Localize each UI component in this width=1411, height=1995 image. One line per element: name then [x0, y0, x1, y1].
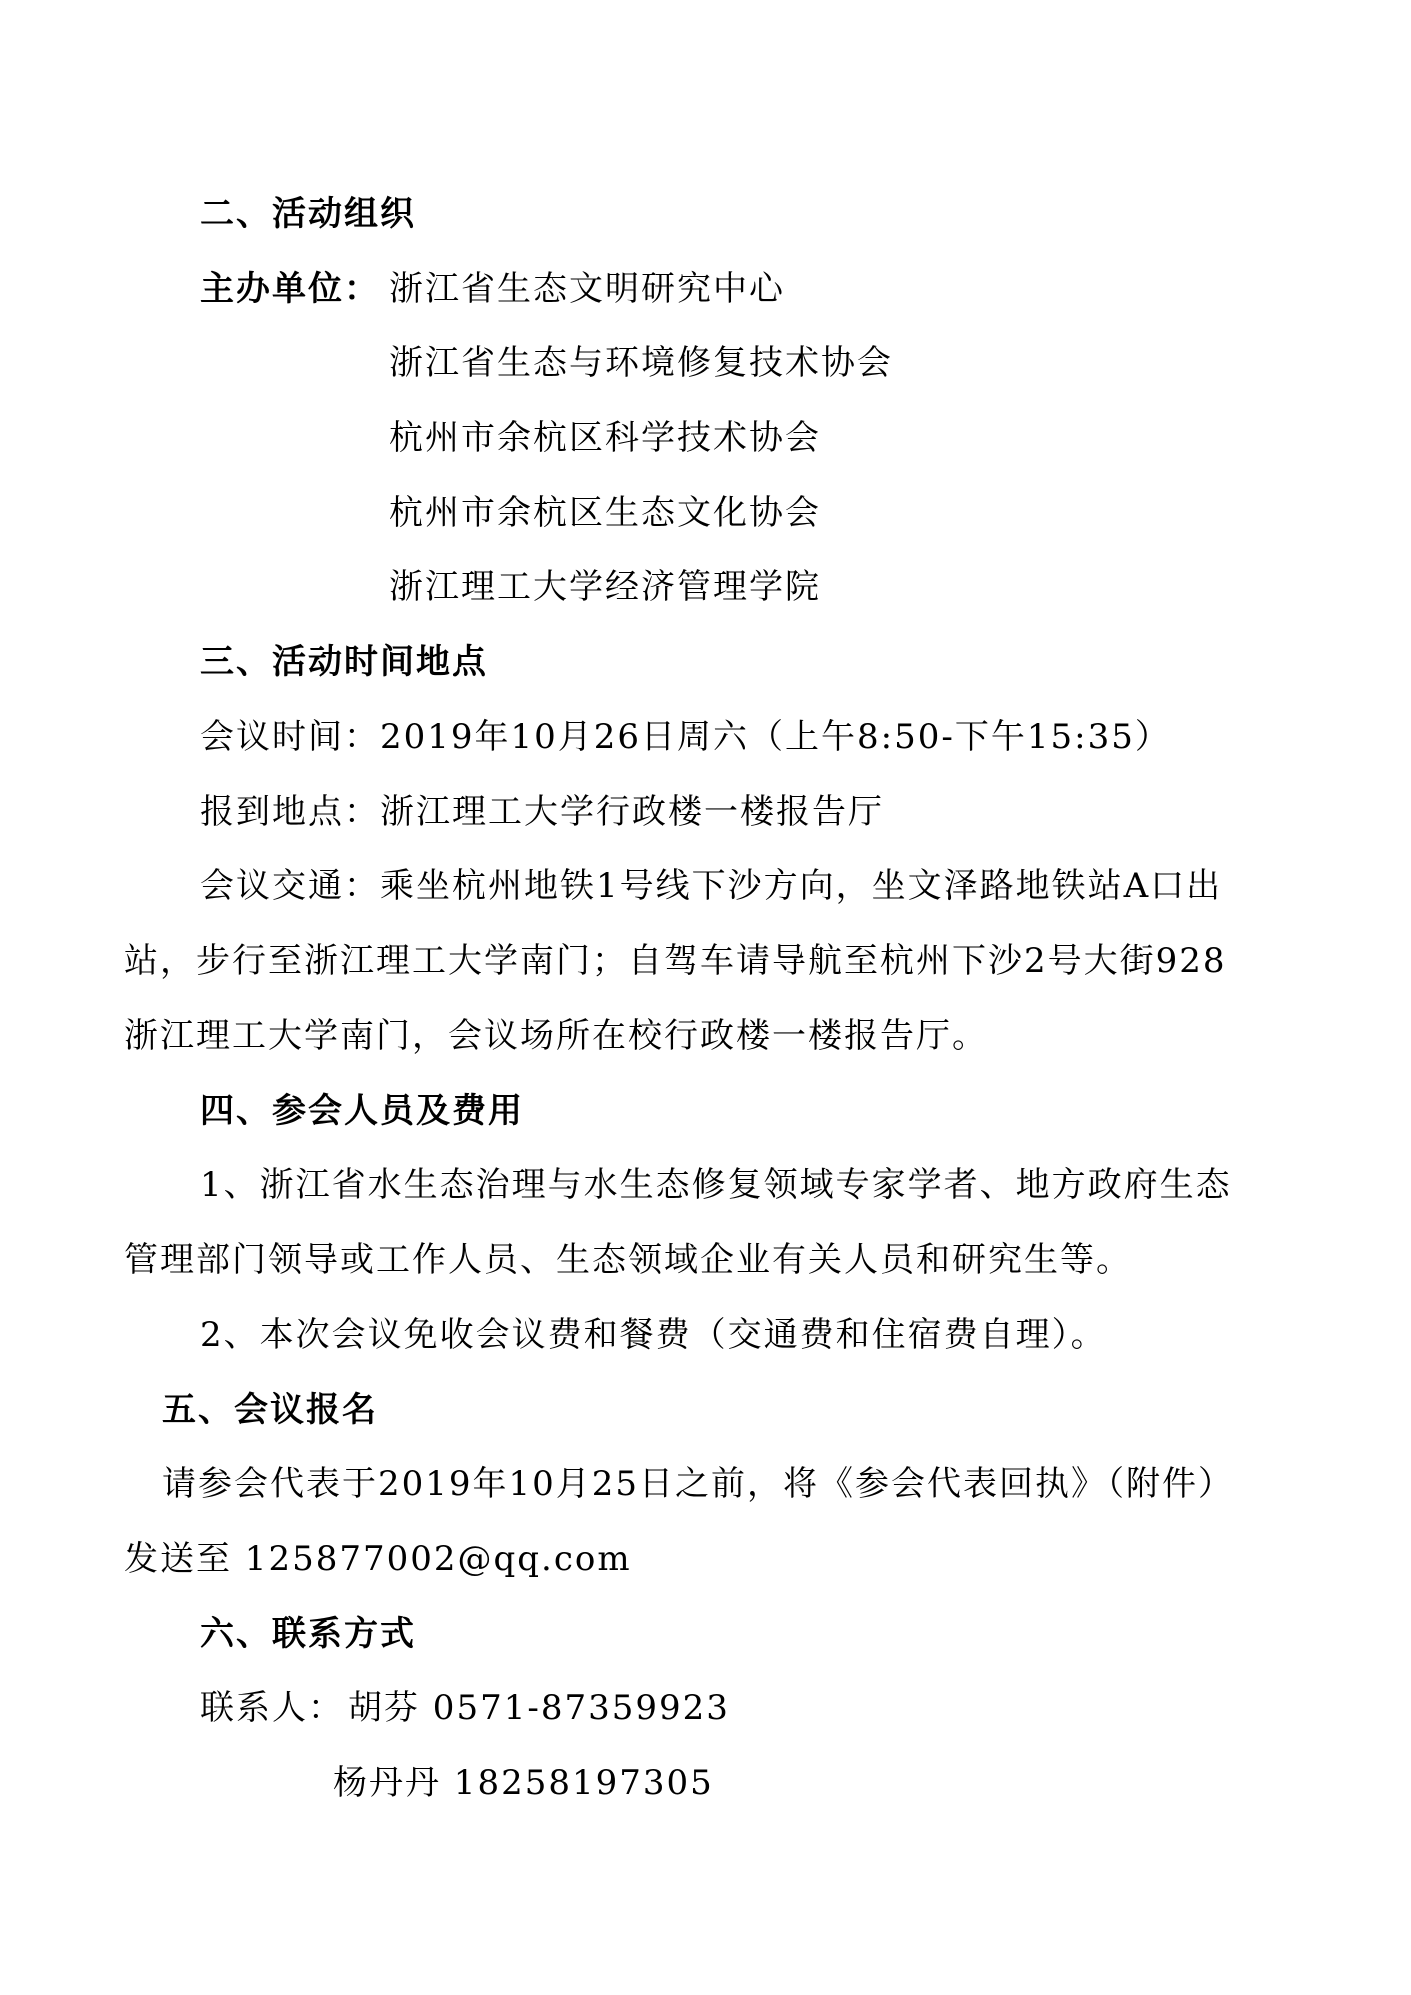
organizer-item: 杭州市余杭区科学技术协会	[389, 418, 821, 458]
meeting-time: 会议时间：2019年10月26日周六（上午8:50-下午15:35）	[200, 717, 1171, 757]
organizer-item: 浙江省生态与环境修复技术协会	[389, 343, 893, 383]
organizer-item: 浙江省生态文明研究中心	[389, 269, 785, 309]
section-6-heading: 六、联系方式	[200, 1614, 416, 1654]
transport-line: 站，步行至浙江理工大学南门；自驾车请导航至杭州下沙2号大街928	[124, 941, 1227, 981]
contact-person: 胡芬 0571-87359923	[348, 1688, 730, 1728]
transport-line: 浙江理工大学南门，会议场所在校行政楼一楼报告厅。	[124, 1016, 988, 1056]
section-4-heading: 四、参会人员及费用	[200, 1091, 524, 1131]
organizer-item: 浙江理工大学经济管理学院	[389, 567, 821, 607]
section-3-heading: 三、活动时间地点	[200, 642, 488, 682]
contact-person: 杨丹丹 18258197305	[333, 1763, 714, 1803]
fees-line: 2、本次会议免收会议费和餐费（交通费和住宿费自理）。	[200, 1315, 1107, 1355]
organizer-item: 杭州市余杭区生态文化协会	[389, 493, 821, 533]
registration-email-line: 发送至 125877002@qq.com	[124, 1539, 632, 1579]
contacts-label: 联系人：	[200, 1688, 344, 1728]
section-2-heading: 二、活动组织	[200, 194, 416, 234]
checkin-location: 报到地点：浙江理工大学行政楼一楼报告厅	[200, 792, 884, 832]
participants-line: 管理部门领导或工作人员、生态领域企业有关人员和研究生等。	[124, 1240, 1132, 1280]
registration-line: 请参会代表于2019年10月25日之前，将《参会代表回执》（附件）	[162, 1464, 1235, 1504]
organizers-label: 主办单位：	[200, 269, 380, 309]
section-5-heading: 五、会议报名	[162, 1390, 378, 1430]
transport-line: 会议交通：乘坐杭州地铁1号线下沙方向，坐文泽路地铁站A口出	[200, 866, 1223, 906]
participants-line: 1、浙江省水生态治理与水生态修复领域专家学者、地方政府生态	[200, 1165, 1232, 1205]
